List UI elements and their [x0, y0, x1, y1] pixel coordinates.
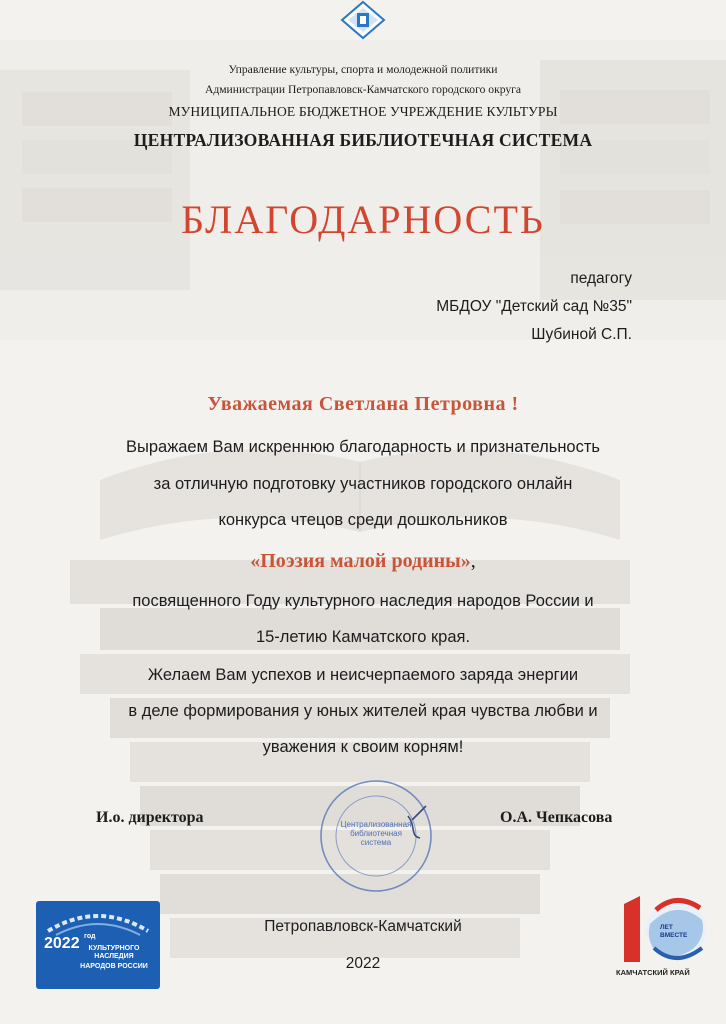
body-line-7: Желаем Вам успехов и неисчерпаемого заряда энергии: [147, 666, 579, 684]
body-line-8: в деле формирования у юных жителей края чувства любви и: [128, 702, 598, 720]
library-emblem-icon: [334, 0, 392, 40]
kamchatka-vmeste: ВМЕСТЕ: [660, 932, 688, 939]
body-line-1: Выражаем Вам искреннюю благодарность и признательность: [125, 438, 601, 456]
kamchatka-15-logo: [610, 890, 714, 986]
body-line-2: за отличную подготовку участников городского онлайн: [153, 475, 573, 493]
heritage-line-2: НАРОДОВ РОССИИ: [80, 963, 148, 970]
contest-title: «Поэзия малой родины»: [250, 550, 471, 572]
document-title: БЛАГОДАРНОСТЬ: [181, 197, 545, 242]
body-line-5: посвященного Году культурного наследия народов России и: [132, 592, 594, 610]
stamp-text: Централизованная библиотечная система: [340, 820, 412, 847]
kamchatka-let: ЛЕТ: [660, 924, 673, 931]
footer-year: 2022: [345, 955, 381, 972]
signatory-name: О.А. Чепкасова: [500, 809, 613, 826]
kamchatka-region: КАМЧАТСКИЙ КРАЙ: [616, 968, 690, 977]
header-administration: Администрации Петропавловск-Камчатского городского округа: [204, 83, 522, 96]
recipient-role: педагогу: [570, 270, 632, 287]
header-institution: МУНИЦИПАЛЬНОЕ БЮДЖЕТНОЕ УЧРЕЖДЕНИЕ КУЛЬТУРЫ: [168, 104, 558, 119]
heritage-god: год: [84, 933, 96, 940]
recipient-name: Шубиной С.П.: [531, 326, 632, 343]
footer-city: Петропавловск-Камчатский: [264, 918, 462, 935]
contest-comma: ,: [470, 550, 476, 572]
header-library-system: ЦЕНТРАЛИЗОВАННАЯ БИБЛИОТЕЧНАЯ СИСТЕМА: [133, 130, 593, 150]
body-line-3: конкурса чтецов среди дошкольников: [218, 511, 508, 529]
header-department: Управление культуры, спорта и молодежной политики: [228, 63, 498, 76]
heritage-year: 2022: [44, 935, 80, 952]
body-line-6: 15-летию Камчатского края.: [255, 628, 471, 646]
recipient-organization: МБДОУ "Детский сад №35": [436, 298, 632, 315]
contest-name: [0, 550, 726, 573]
greeting: Уважаемая Светлана Петровна !: [207, 393, 519, 415]
body-line-9: уважения к своим корням!: [262, 738, 464, 756]
official-stamp: [316, 776, 436, 896]
heritage-line-1: КУЛЬТУРНОГО НАСЛЕДИЯ: [88, 945, 140, 960]
signatory-position: И.о. директора: [96, 809, 204, 826]
heritage-year-logo: [36, 901, 160, 989]
